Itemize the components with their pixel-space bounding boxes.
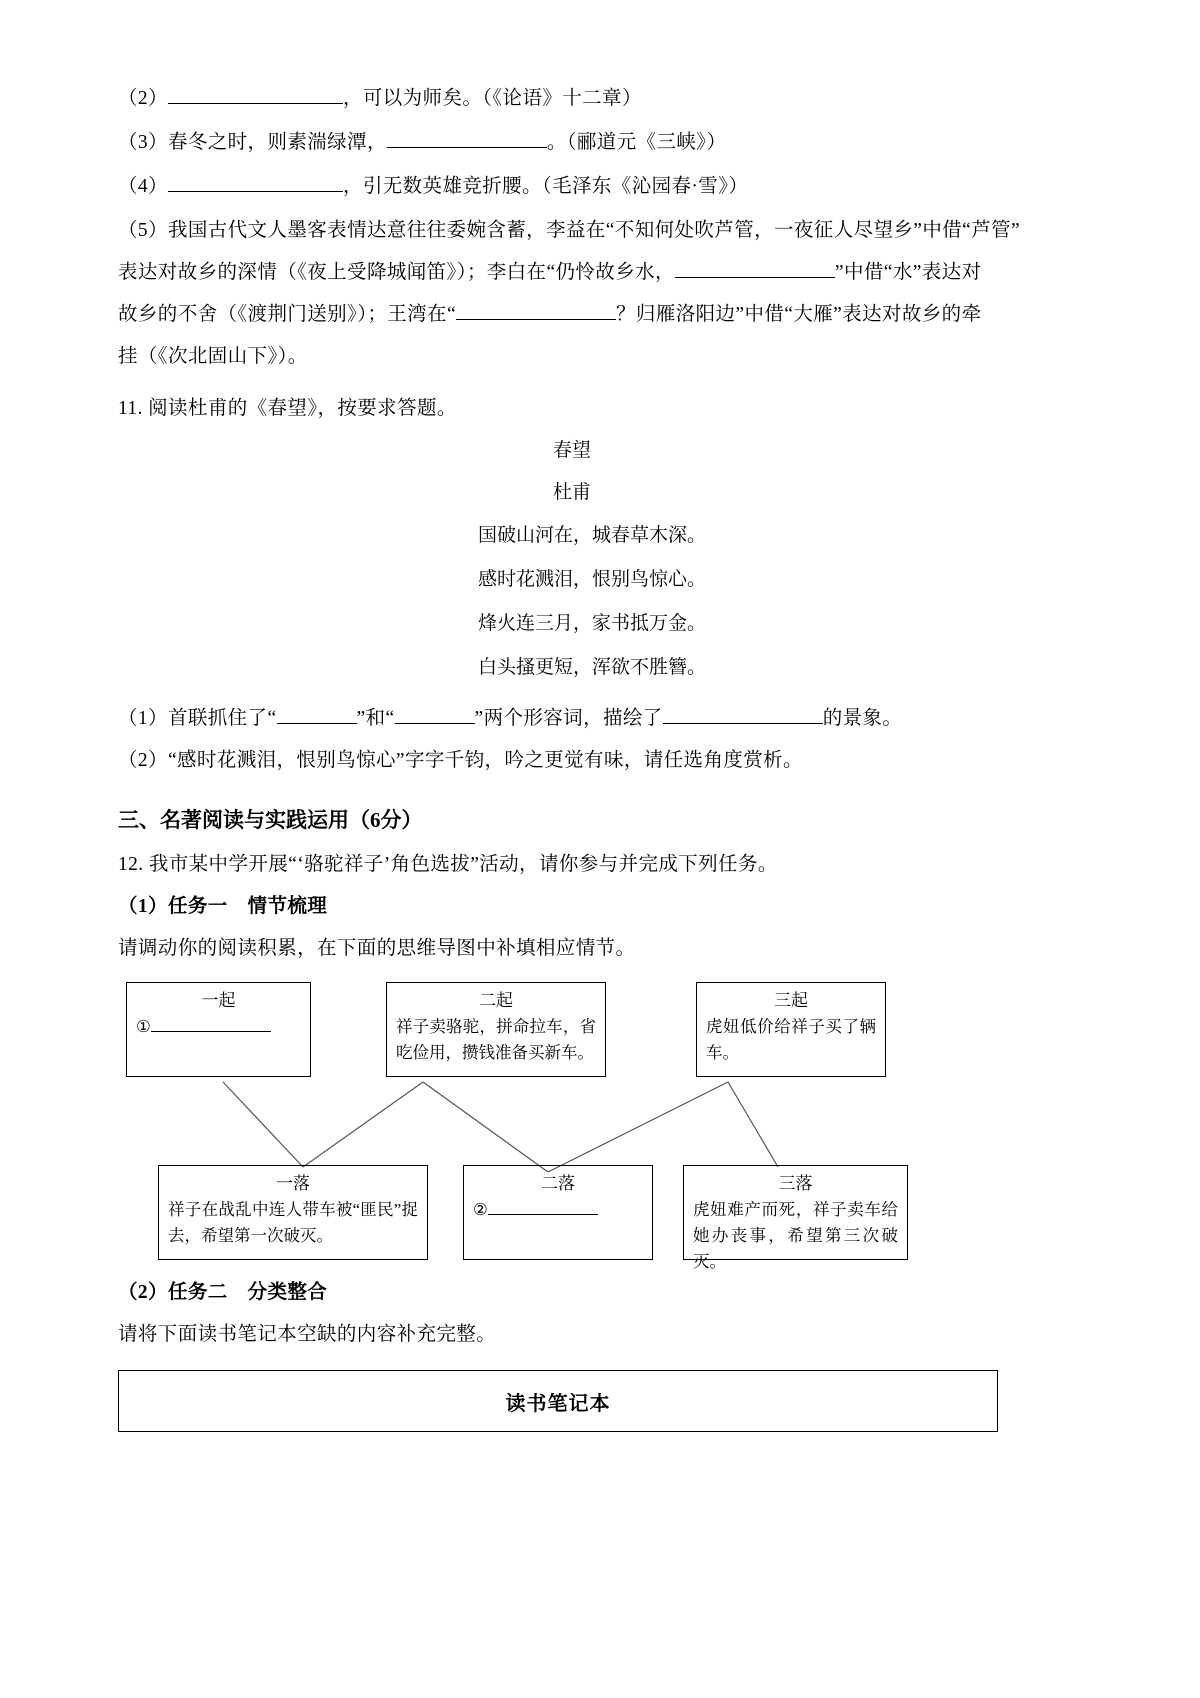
mindmap-box-rise-2 — [386, 982, 606, 1077]
box-title: 二落 — [541, 1174, 575, 1193]
item-line-2 — [118, 252, 1086, 294]
mindmap-box-rise-1 — [126, 982, 311, 1077]
q5-seg3: ”中借“水”表达对 — [834, 262, 982, 283]
reading-notebook-box — [118, 1370, 998, 1432]
fill-blank-item-5 — [118, 210, 1086, 378]
answer-blank[interactable] — [663, 706, 823, 724]
box-body: 祥子卖骆驼，拼命拉车，省吃俭用，攒钱准备买新车。 — [396, 1017, 596, 1062]
mind-map — [118, 982, 1086, 1272]
answer-blank[interactable] — [456, 302, 616, 320]
box-body: 虎妞低价给祥子买了辆车。 — [706, 1017, 876, 1062]
box-body — [136, 1014, 301, 1040]
task-2-description: 请将下面读书笔记本空缺的内容补充完整。 — [118, 1324, 497, 1345]
q5-seg6: 挂（《次北固山下》）。 — [118, 346, 308, 367]
box-title: 二起 — [479, 991, 513, 1010]
item-prefix: （2） — [118, 88, 168, 109]
item-suffix: 。（郦道元《三峡》） — [546, 132, 727, 153]
sub1-seg4: 的景象。 — [822, 708, 903, 729]
question-11-stem: 11. 阅读杜甫的《春望》，按要求答题。 — [118, 398, 457, 419]
poem-line: 感时花溅泪，恨别鸟惊心。 — [477, 569, 706, 590]
item-suffix: ，引无数英雄竞折腰。（毛泽东《沁园春·雪》） — [342, 176, 749, 197]
mindmap-box-fall-1 — [158, 1165, 428, 1260]
box-body — [473, 1197, 643, 1223]
item-line-3 — [118, 294, 1086, 336]
sub1-seg3: ”两个形容词，描绘了 — [474, 708, 663, 729]
fill-blank-item-4 — [118, 166, 1086, 208]
answer-blank[interactable] — [168, 174, 343, 192]
mindmap-box-fall-3 — [683, 1165, 908, 1271]
poem-line: 烽火连三月，家书抵万金。 — [477, 613, 706, 634]
q5-seg2: 表达对故乡的深情（《夜上受降城闻笛》）；李白在“仍怜故乡水， — [118, 262, 675, 283]
section-heading-3: 三、名著阅读与实践运用（6分） — [118, 808, 423, 832]
task-1-description: 请调动你的阅读积累，在下面的思维导图中补填相应情节。 — [118, 938, 636, 959]
box-marker: ① — [136, 1017, 151, 1036]
box-title: 一落 — [276, 1174, 310, 1193]
answer-blank[interactable] — [395, 706, 475, 724]
question-11-sub-2: （2）“感时花溅泪，恨别鸟惊心”字字千钧，吟之更觉有味，请任选角度赏析。 — [118, 750, 803, 771]
spacer — [118, 380, 1086, 388]
q5-seg1: （5）我国古代文人墨客表情达意往往委婉含蓄，李益在“不知何处吹芦管，一夜征人尽望乡”中借“芦管” — [118, 220, 1021, 241]
box-marker: ② — [473, 1200, 488, 1219]
question-11-sub-1 — [118, 698, 1086, 740]
fill-blank-item-3 — [118, 122, 1086, 164]
task-1-label: （1）任务一 情节梳理 — [118, 896, 328, 917]
box-title: 一起 — [201, 991, 236, 1010]
poem-line: 白头搔更短，浑欲不胜簪。 — [477, 657, 706, 678]
answer-blank[interactable] — [168, 86, 343, 104]
box-body: 虎妞难产而死，祥子卖车给她办丧事，希望第三次破灭。 — [693, 1200, 898, 1271]
poem-author: 杜甫 — [552, 482, 591, 503]
box-body: 祥子在战乱中连人带车被“匪民”捉去，希望第一次破灭。 — [168, 1200, 418, 1245]
fill-blank-item-2 — [118, 78, 1086, 120]
task-2-label: （2）任务二 分类整合 — [118, 1282, 328, 1303]
poem-title: 春望 — [552, 440, 591, 461]
box-title: 三起 — [774, 991, 808, 1010]
poem-line: 国破山河在，城春草木深。 — [477, 525, 706, 546]
item-prefix: （4） — [118, 176, 168, 197]
answer-blank[interactable] — [488, 1198, 598, 1215]
q5-seg4: 故乡的不舍（《渡荆门送别》）；王湾在“ — [118, 304, 457, 325]
answer-blank[interactable] — [675, 260, 835, 278]
item-suffix: ，可以为师矣。（《论语》十二章） — [342, 88, 642, 109]
item-line-1 — [118, 210, 1086, 252]
answer-blank[interactable] — [151, 1015, 271, 1032]
page-content — [118, 78, 1086, 1432]
mindmap-box-fall-2 — [463, 1165, 653, 1260]
answer-blank[interactable] — [387, 130, 547, 148]
sub1-seg1: （1）首联抓住了“ — [118, 708, 277, 729]
item-line-4 — [118, 336, 1086, 378]
question-12-stem: 12. 我市某中学开展“‘骆驼祥子’角色选拔”活动，请你参与并完成下列任务。 — [118, 854, 778, 875]
item-prefix: （3）春冬之时，则素湍绿潭， — [118, 132, 387, 153]
sub1-seg2: ”和“ — [356, 708, 395, 729]
mindmap-box-rise-3 — [696, 982, 886, 1077]
answer-blank[interactable] — [277, 706, 357, 724]
box-title: 三落 — [778, 1174, 813, 1193]
reading-notebook-title: 读书笔记本 — [505, 1392, 611, 1415]
q5-seg5: ？归雁洛阳边”中借“大雁”表达对故乡的牵 — [616, 304, 982, 325]
